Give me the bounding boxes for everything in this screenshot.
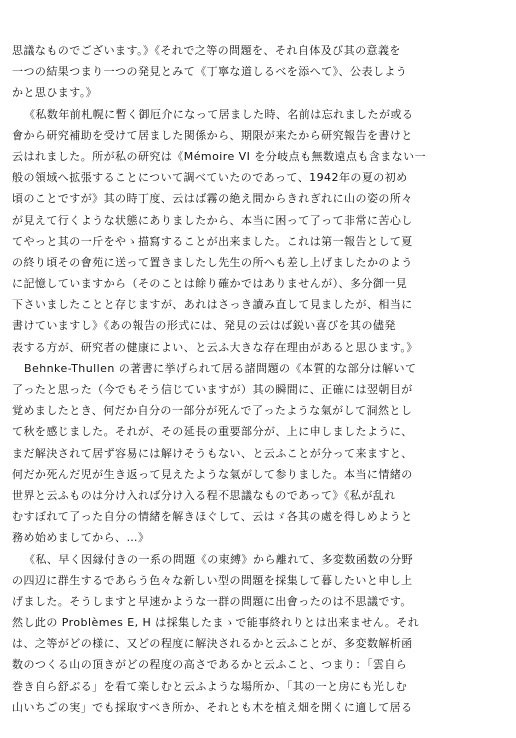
manuscript-line: 山いちごの実」でも採取すべき所か、それとも木を植え畑を開くに適して居る xyxy=(12,700,413,714)
manuscript-line: て秋を感じました。それが、その延長の重要部分が、上に申しましたように、 xyxy=(12,425,413,439)
manuscript-line: 思議なものでございます。》《それで之等の問題を、それ自体及び其の意義を xyxy=(12,44,401,57)
manuscript-line: 巻き自ら舒ぶる」を看て楽しむと云ふような場所か、「其の一と房にも光しむ xyxy=(12,679,408,693)
manuscript-line: 會から研究補助を受けて居ました関係から、期限が来たから研究報告を書けと xyxy=(12,128,413,142)
manuscript-line: 了ったと思った（今でもそう信じていますが）其の瞬間に、正確には翌朝目が xyxy=(12,383,413,396)
manuscript-line: 《私、早く因縁付きの一系の問題《の束縛》から離れて、多変数函数の分野 xyxy=(24,552,414,566)
manuscript-line: は、之等がどの様に、又どの程度に解決されるかと云ふことが、多変数解析函 xyxy=(12,637,413,651)
manuscript-line: 云はれました。所が私の研究は《Mémoire VI を分岐点も無数遠点も含まない一 xyxy=(12,149,427,163)
manuscript-line: が見えて行くような状態にありましたから、本当に困って了って非常に苦心し xyxy=(12,213,413,227)
manuscript-line: 下さいましたことと存じますが、あれはさっき讀み直して見ましたが、相当に xyxy=(12,298,413,312)
manuscript-line: むすぼれて了った自分の情緒を解きほぐして、云はゞ各其の處を得しめようと xyxy=(12,510,413,524)
manuscript-line: 表する方が、研究者の健康によい、と云ふ大きな存在理由があると思ひます。》 xyxy=(12,340,418,354)
manuscript-line: 一つの結果つまり一つの発見とみて《丁寧な道しるべを添へて》、公表しよう xyxy=(12,65,408,79)
manuscript-line: 《私数年前札幌に暫く御厄介になって居ました時、名前は忘れましたが或る xyxy=(24,107,414,121)
manuscript-line: 覚めましたとき、何だか自分の一部分が死んで了ったような氣がして洞然とし xyxy=(12,404,413,418)
manuscript-line: 務め始めましてから、…》 xyxy=(12,531,150,545)
manuscript-line: 数のつくる山の頂きがどの程度の高さであるかと云ふこと、つまり：「雲自ら xyxy=(12,658,408,672)
manuscript-line: 然し此の Problèmes E, H は採集したまゝで能事終れりとは出来ません。それ xyxy=(12,616,420,630)
manuscript-line: げました。そうしますと早速かような一群の問題に出會ったのは不思議です。 xyxy=(12,594,412,608)
manuscript-line: 般の領域へ拡張することについて調べていたのであって、1942年の夏の初め xyxy=(12,171,408,185)
manuscript-line: まだ解決されて居ず容易には解けそうもない、と云ふことが分って来ますと、 xyxy=(12,446,413,460)
manuscript-line: Behnke-Thullen の著書に挙げられて居る諸問題の《本質的な部分は解いて xyxy=(24,361,417,375)
manuscript-line: の四辺に群生するであらう色々な新しい型の問題を採集して暮したいと申し上 xyxy=(12,573,413,587)
manuscript-line: 何だか死んだ児が生き返って見えたような氣がして参りました。本当に情緒の xyxy=(12,467,413,481)
manuscript-line: てやっと其の一斤をやゝ描寫することが出来ました。これは第一報告として夏 xyxy=(12,234,413,248)
manuscript-line: に記憶していますから（そのことは餘り確かではありませんが）、多分御一見 xyxy=(12,277,408,291)
manuscript-line: かと思ひます。》 xyxy=(12,86,98,100)
manuscript-line: 頃のことですが》其の時丁度、云はば霧の絶え間からきれぎれに山の姿の所々 xyxy=(12,192,413,206)
manuscript-line: の終り頃その會苑に送って置きましたし先生の所へも差し上げましたかのよう xyxy=(12,255,413,269)
manuscript-line: 書けていますし》《あの報告の形式には、発見の云はば鋭い喜びを其の儘発 xyxy=(12,319,396,333)
manuscript-line: 世界と云ふものは分け入れば分け入る程不思議なものであって》《私が乱れ xyxy=(12,488,396,502)
